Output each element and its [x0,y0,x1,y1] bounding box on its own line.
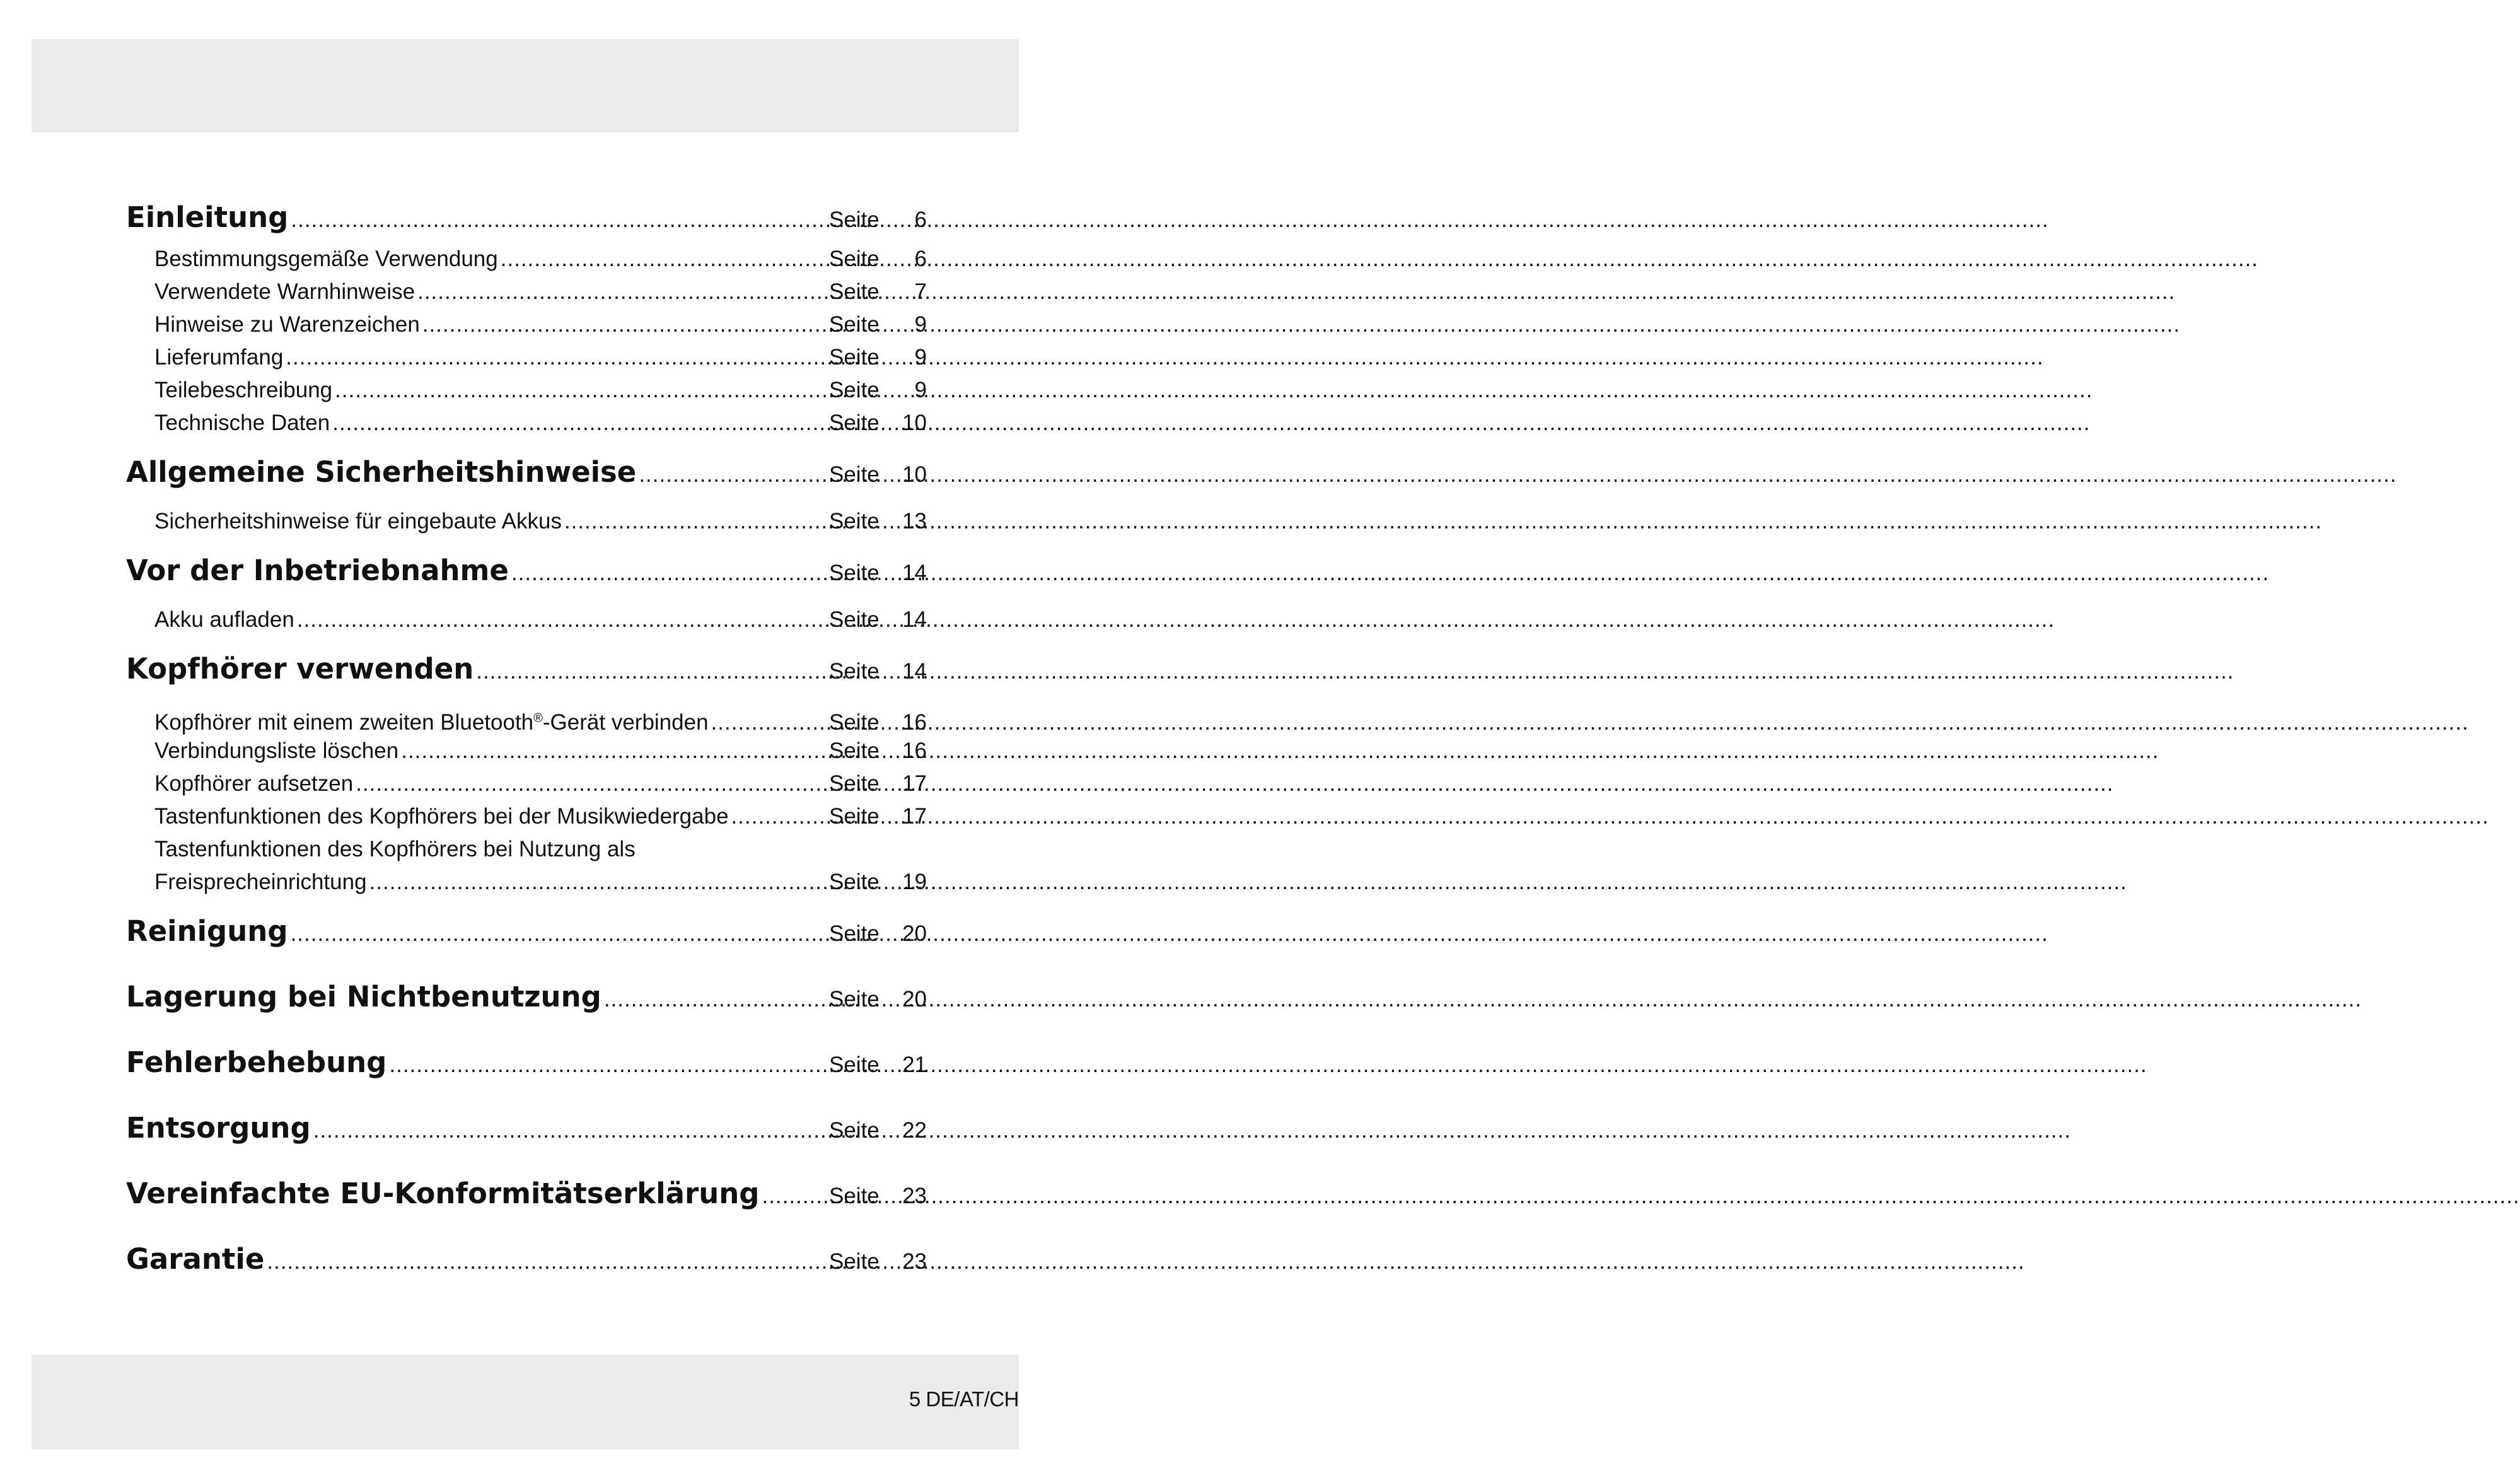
seite-label: Seite [829,1249,880,1274]
seite-label: Seite [829,509,880,533]
toc-entry[interactable] [126,866,927,899]
dot-leader [356,767,827,800]
toc-heading[interactable] [126,899,927,964]
toc-entry-title: Akku aufladen [154,607,294,632]
toc-heading-title: Allgemeine Sicherheitshinweise [126,455,637,489]
toc-entry-title-part: -Gerät verbinden [542,710,709,735]
page-number: 19 [902,870,927,894]
toc-entry[interactable] [126,407,927,440]
toc-entry-title: Freisprecheinrichtung [154,870,367,894]
seite-label: Seite [829,378,880,402]
dot-leader [417,276,827,308]
table-of-contents [126,192,927,1292]
toc-section-reinigung [126,899,927,964]
toc-section-kopfhoerer [126,636,927,899]
toc-heading-title: Entsorgung [126,1111,311,1145]
toc-section-entsorgung [126,1095,927,1161]
page-number: 13 [902,509,927,533]
toc-section-garantie [126,1227,927,1292]
dot-leader [369,866,827,899]
toc-heading[interactable] [126,538,927,603]
dot-leader [476,639,827,704]
dot-leader [267,1229,827,1295]
seite-label: Seite [829,804,880,829]
toc-entry-first-line[interactable]: Tastenfunktionen des Kopfhörers bei Nutzung als [154,837,636,861]
toc-entry-title: Verwendete Warnhinweise [154,279,415,304]
page-number: 10 [902,411,927,435]
page-number: 20 [902,987,927,1012]
seite-label: Seite [829,247,880,271]
seite-label: Seite [829,607,880,632]
page-number: 6 [914,207,927,232]
seite-label: Seite [829,1184,880,1208]
toc-entry[interactable] [126,767,927,800]
toc-heading-title: Garantie [126,1242,265,1276]
dot-leader [291,195,827,245]
toc-section-sicherheitshinweise [126,440,927,538]
toc-heading-title: Vereinfachte EU-Konformitätserklärung [126,1177,760,1210]
toc-heading[interactable] [126,1030,927,1095]
toc-section-fehlerbehebung [126,1030,927,1095]
seite-label: Seite [829,870,880,894]
toc-heading[interactable] [126,1227,927,1292]
page-number: 23 [902,1184,927,1208]
dot-leader [291,901,827,967]
dot-leader [286,341,827,374]
toc-entry[interactable] [126,374,927,407]
page-number: 14 [902,659,927,684]
dot-leader [297,603,827,636]
page-number: 21 [902,1052,927,1077]
toc-heading-title: Vor der Inbetriebnahme [126,554,509,587]
toc-entry[interactable] [126,735,927,767]
registered-mark: ® [533,711,543,725]
toc-entry-title: Verbindungsliste löschen [154,738,399,763]
dot-leader [639,442,827,508]
footer-page-label: 5 DE/AT/CH [909,1387,1019,1411]
seite-label: Seite [829,411,880,435]
dot-leader [335,374,827,407]
toc-entry[interactable] [126,800,927,833]
dot-leader [389,1032,827,1098]
page-number: 14 [902,561,927,585]
seite-label: Seite [829,710,880,735]
toc-entry[interactable] [126,505,927,538]
toc-heading[interactable] [126,964,927,1030]
page-number: 23 [902,1249,927,1274]
footer-band [32,1355,1019,1449]
seite-label: Seite [829,345,880,370]
toc-entry-title: Hinweise zu Warenzeichen [154,312,420,337]
dot-leader [604,967,827,1032]
dot-leader [731,800,827,833]
page-number: 22 [902,1118,927,1143]
toc-entry[interactable] [126,308,927,341]
page-number: 14 [902,607,927,632]
toc-section-konformitaet [126,1161,927,1227]
page-number: 9 [914,312,927,337]
toc-section-lagerung [126,964,927,1030]
seite-label: Seite [829,1118,880,1143]
toc-entry-title: Lieferumfang [154,345,284,370]
toc-entry-title: Technische Daten [154,411,330,435]
toc-heading-title: Reinigung [126,914,288,948]
toc-heading-title: Fehlerbehebung [126,1046,387,1079]
toc-entry[interactable] [126,341,927,374]
toc-heading[interactable] [126,440,927,505]
toc-entry-title: Kopfhörer aufsetzen [154,771,354,796]
toc-heading[interactable] [126,636,927,702]
seite-label: Seite [829,1052,880,1077]
toc-entry-title: Tastenfunktionen des Kopfhörers bei der Musikwiedergabe [154,804,729,829]
dot-leader [313,1098,827,1163]
dot-leader [401,735,827,767]
dot-leader [564,505,827,538]
toc-heading-title: Einleitung [126,201,289,234]
toc-entry[interactable] [126,603,927,636]
page-number: 16 [902,710,927,735]
seite-label: Seite [829,921,880,946]
toc-section-einleitung [126,192,927,440]
page-number: 9 [914,378,927,402]
dot-leader [762,1163,827,1229]
seite-label: Seite [829,738,880,763]
seite-label: Seite [829,279,880,304]
toc-entry[interactable] [126,243,927,276]
toc-heading-title: Kopfhörer verwenden [126,652,474,685]
toc-entry-title: Sicherheitshinweise für eingebaute Akkus [154,509,562,533]
toc-entry[interactable] [126,276,927,308]
page-number: 20 [902,921,927,946]
seite-label: Seite [829,312,880,337]
seite-label: Seite [829,659,880,684]
page-number: 17 [902,771,927,796]
page-number: 10 [902,462,927,487]
toc-section-inbetriebnahme [126,538,927,636]
toc-entry-title-part: Kopfhörer mit einem zweiten Bluetooth [154,710,534,735]
page-number: 17 [902,804,927,829]
toc-heading[interactable] [126,1161,927,1227]
toc-heading[interactable] [126,1095,927,1161]
header-band [32,39,1019,132]
toc-heading[interactable] [126,192,927,243]
dot-leader [332,407,827,440]
seite-label: Seite [829,207,880,232]
toc-heading-title: Lagerung bei Nichtbenutzung [126,980,601,1013]
seite-label: Seite [829,987,880,1012]
dot-leader [501,243,827,276]
page-number: 7 [914,279,927,304]
page-number: 9 [914,345,927,370]
seite-label: Seite [829,771,880,796]
dot-leader [511,540,827,606]
seite-label: Seite [829,462,880,487]
toc-entry-title: Bestimmungsgemäße Verwendung [154,247,498,271]
toc-entry-title [154,702,709,739]
seite-label: Seite [829,561,880,585]
page-number: 6 [914,247,927,271]
dot-leader [422,308,827,341]
page-number: 16 [902,738,927,763]
toc-entry[interactable] [126,702,927,735]
toc-entry-title: Teilebeschreibung [154,378,333,402]
